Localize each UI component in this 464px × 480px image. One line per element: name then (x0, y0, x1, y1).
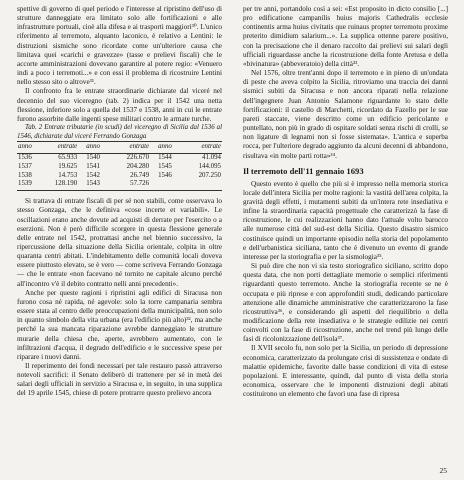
tribute-table (17, 141, 222, 191)
table-row (17, 180, 222, 190)
table-cell: 204.280 (126, 162, 150, 170)
paragraph: Questo evento è quello che più si è impresso nella memoria storica locale dell'intera Sicilia per molte ragioni: la vastità dell'area colpita, la gravità degli effetti, i mutamenti subiti da un'intera rete insediativa e infine la straordinaria capacità progettuale che caratterizzò la fase di ricostruzione, le cui realizzazioni hanno dato l'attuale volto barocco alle numerose città del sud-est della Sicilia. Questo disastro sismico costituisce quindi un importante episodio nella storia del popolamento e dell'urbanistica siciliana, tanto che è divenuto un evento di grande interesse per la storiografia e per la sismologia³⁵. (243, 179, 448, 261)
table-cell: 226.670 (126, 154, 150, 162)
paragraph: Il confronto fra le entrate straordinarie dichiarate dal viceré nel decennio del suo viceregno (tab. 2) indica per il 1542 una netta flessione, inferiore solo a quella del 1537 e 1538, anni in cui le entrate furono assorbite dalle ingenti spese militari contro le armate turche. (17, 87, 222, 123)
table-cell: 1538 (18, 171, 32, 179)
table-cell (185, 180, 222, 190)
table-cell: 1536 (18, 154, 32, 162)
table-header: entrate (185, 142, 222, 154)
table-cell: 1546 (158, 171, 172, 179)
table-cell: 1544 (158, 154, 172, 162)
table-header: entrate (113, 142, 150, 154)
table-caption: Tab. 2 Entrate tributarie (in scudi) del viceregno di Sicilia dal 1536 al 1546, dichiarate dal viceré Ferrando Gonzaga (17, 124, 222, 140)
table-cell: 144.095 (198, 162, 221, 170)
paragraph: Si trattava di entrate fiscali di per sé non stabili, come osservava lo stesso Gonzaga, che le definiva «cose incerte et variabili». Le oscillazioni erano anche dovute ad acquisti di derrate per l'esercito o a eserzioni. Non è però difficile scorgere in questa flessione generale delle entrate nel 1542, protrattasi anche nel biennio successivo, la ripercussione della situazione della Sicilia orientale, colpita in oltre quaranta centri abitati. L'indebitamento delle comunità locali doveva essere piuttosto elevato, se è vero — come scriveva Ferrando Gonzaga — che le entrate «non facevano né tornito ne capitale alcuno perché all'incontro v'è il debito contratto nelli anni precedenti». (17, 197, 222, 288)
table-cell: 128.190 (41, 180, 78, 190)
table-cell: 1545 (158, 162, 172, 170)
table-header: anno (150, 142, 185, 154)
table-cell (150, 180, 185, 190)
table-cell: 14.753 (58, 171, 78, 179)
table-cell: 1540 (86, 154, 100, 162)
paragraph: per tre anni, portandolo così a sei: «Est proposito in dicto consilio [...] pro edificatione campanilis huius majoris Cathedralis ecclesie continentis arma huius civitatis que ruinaus propter terremotu proxime preterito dimidium salarium...». La supplica ottenne parere positivo, con la precisazione che il denaro raccolto dai prelievi sui salari degli ufficiali riguardasse anche la ricostruzione della fonte Aretusa e della «bivinatura» (abbeveratoio) della città³³. (243, 5, 448, 68)
table-cell: 19.625 (58, 162, 78, 170)
table-cell: 41.094 (202, 154, 221, 162)
paragraph: Il reperimento dei fondi necessari per tale restauro passò attraverso notevoli sacrifici: il Senato deliberò di trattenere per sé in metà dei salari degli ufficiali in servizio a Siracusa e, in seguito, in una supplica del 19 aprile 1545, chiese di potere protrarre questo prelievo ancora (17, 362, 222, 398)
page-number: 25 (439, 466, 447, 475)
table-row (17, 154, 222, 163)
table-header: anno (17, 142, 41, 154)
paragraph: Nel 1576, oltre trent'anni dopo il terremoto e in pieno di un'ondata di peste che aveva colpito la Sicilia, ritroviamo una traccia dei danni sismici subiti da Siracusa e non ancora riparati nella relazione dell'ingegnere Juan Antonio Salamone riguardante lo stato delle fortificazioni: il castello di Marchetti, ricordato da Fazello per le sue pareti staccate, viene descritto come un edificio pericolante e puntellato, non più in grado di ospitare soldati senza rischi di crolli, se non ligature di legnami non si fosse sistemata». L'antica e superba rocca, per l'ulteriore degrado aggiunto da alcuni decenni di abbandono, risultava «in molte parti rotta»³⁴. (243, 69, 448, 160)
table-cell: 1539 (17, 180, 41, 190)
table-cell: 26.749 (130, 171, 150, 179)
table-header: entrate (41, 142, 78, 154)
left-column (17, 5, 222, 399)
table-row (17, 172, 222, 181)
table-row (17, 163, 222, 172)
right-column (243, 5, 448, 399)
paragraph: Si può dire che non vi sia testo storiografico siciliano, scritto dopo questa data, che non porti dettagliate memorie o semplici riferimenti riguardanti questo terremoto. Anche la storiografia recente se ne è occupata e più riprese e con approfonditi studi, dedicando particolare attenzione alle dinamiche amministrative che caratterizzarono la fase ricostruttiva³⁶, e considerando gli aspetti del riequilibrio o della modificazione della rete insediativa e le strategie edilizie nei centri coinvolti con la fase di ricostruzione, anche nel trend più lungo delle fasi di ricolonizzazione dell'isola³⁷. (243, 262, 448, 344)
table-cell: 207.250 (198, 171, 221, 179)
table-cell: 1543 (78, 180, 113, 190)
table-cell: 1542 (86, 171, 100, 179)
section-heading: Il terremoto dell'11 gennaio 1693 (243, 165, 364, 176)
table-cell: 1537 (18, 162, 32, 170)
paragraph: Anche per queste ragioni i ripristini agli edifici di Siracusa non furono cosa né rapida, né agevole: solo la torre campanaria sembra essere stata al centro delle preoccupazioni della municipalità, non solo in quanto simbolo della vita urbana (era l'edificio più alto)³², ma anche perché la sua mancata riparazione avrebbe danneggiato le strutture murarie della chiesa che, aperte, avrebbero aumentato, con le infiltrazioni d'acqua, il degrado dell'edificio e le successive spese per riparare i nuovi danni. (17, 288, 222, 361)
table-header-row (17, 142, 222, 154)
table-cell: 65.933 (58, 154, 78, 162)
table-header: anno (78, 142, 113, 154)
paragraph: Il XVII secolo fu, non solo per la Sicilia, un periodo di depressione economica, caratterizzato da prolungate crisi di sussistenza e ondate di malattie epidemiche, favorite dalle basse condizioni di vita di estese popolazioni. E interessante, quindi, dal punto di vista della storia economica, osservare che le imponenti distruzioni degli abitati costituirono un elemento che favorì una fase di ripresa (243, 344, 448, 399)
table-cell: 1541 (86, 162, 100, 170)
table-cell: 57.726 (113, 180, 150, 190)
paragraph: spettive di governo di quel periodo e l'interesse al ripristino dell'uso di strutture danneggiate era limitato solo alle fortificazioni e alle infrastrutture portuali, cioè alla difesa e ai trasporti maggiori³⁰. L'unico riferimento al terremoto, alquanto laconico, è relativo a Lentini: le distruzioni sismiche sono ricordate come un'ulteriore causa che limitava quei «carichi e gravezze» (tasse e prelievi fiscali) che le accorte amministrazioni dovevano garantire al potere regio: «Venuero indi a poco i terremoti...» e con essi il problema di ricostruire Lentini nello stesso sito o altrove³¹. (17, 5, 222, 87)
